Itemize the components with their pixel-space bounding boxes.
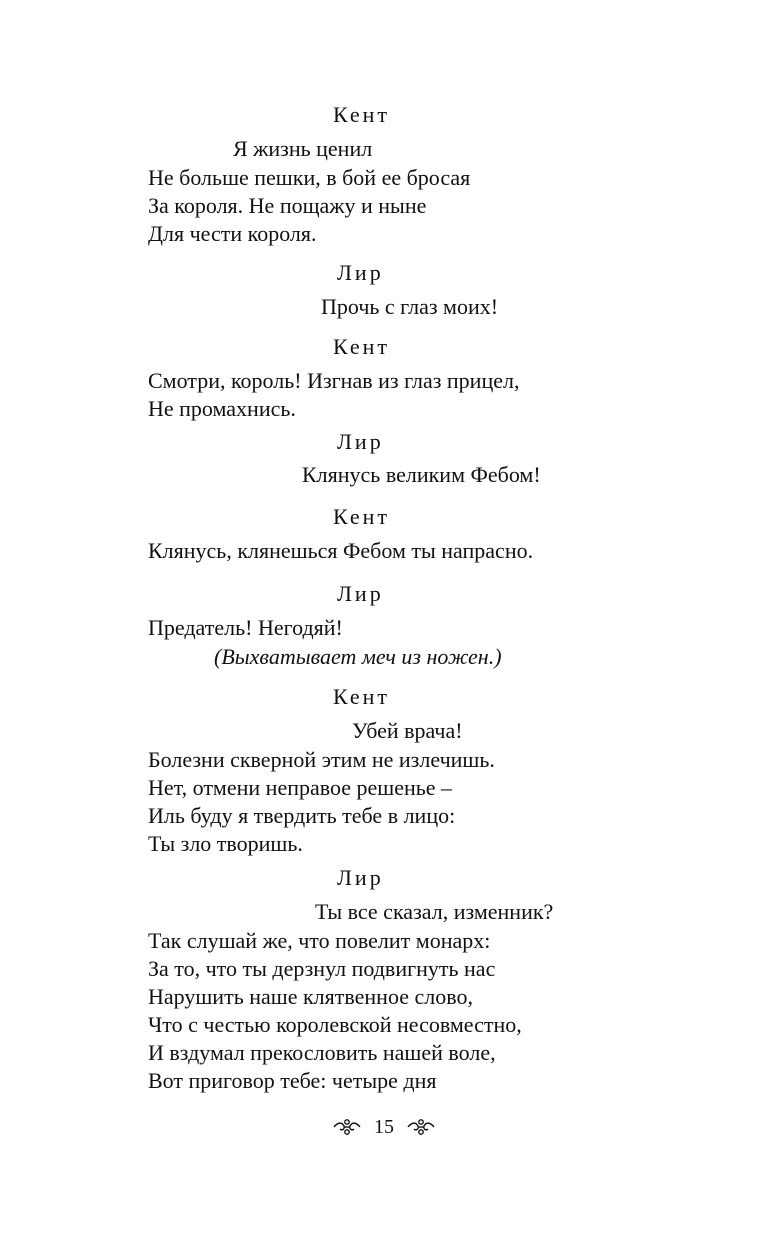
verse-line: Для чести короля. (148, 221, 317, 246)
speaker-name: Лир (337, 865, 384, 890)
speaker-name: Лир (337, 429, 384, 454)
verse-line: Смотри, король! Изгнав из глаз прицел, (148, 368, 520, 393)
verse-line: Я жизнь ценил (233, 136, 373, 161)
speaker-name: Кент (333, 102, 390, 127)
verse-line: Ты зло творишь. (148, 831, 303, 856)
speaker-name: Лир (337, 260, 384, 285)
page-number: 15 (374, 1115, 394, 1138)
verse-line: Так слушай же, что повелит монарх: (148, 928, 491, 953)
stage-direction: (Выхватывает меч из ножен.) (214, 644, 502, 669)
verse-line: Нарушить наше клятвенное слово, (148, 984, 473, 1009)
speaker-name: Кент (333, 334, 390, 359)
speaker-name: Кент (333, 504, 390, 529)
fleuron-right-icon (406, 1116, 436, 1138)
fleuron-left-icon (332, 1116, 362, 1138)
verse-line: Нет, отмени неправое решенье – (148, 775, 453, 800)
verse-line: За короля. Не пощажу и ныне (148, 193, 427, 218)
verse-line: Предатель! Негодяй! (148, 615, 343, 640)
verse-line: Прочь с глаз моих! (321, 294, 499, 319)
speaker-name: Кент (333, 684, 390, 709)
verse-line: Клянусь, клянешься Фебом ты напрасно. (148, 538, 534, 563)
verse-line: Вот приговор тебе: четыре дня (148, 1068, 437, 1093)
verse-line: За то, что ты дерзнул подвигнуть нас (148, 956, 496, 981)
verse-line: Болезни скверной этим не излечишь. (148, 747, 495, 772)
speaker-name: Лир (337, 581, 384, 606)
verse-line: Иль буду я твердить тебе в лицо: (148, 803, 456, 828)
verse-line: Не больше пешки, в бой ее бросая (148, 165, 471, 190)
verse-line: Что с честью королевской несовместно, (148, 1012, 522, 1037)
verse-line: Не промахнись. (148, 396, 296, 421)
verse-line: Клянусь великим Фебом! (302, 462, 541, 487)
verse-line: И вздумал прекословить нашей воле, (148, 1040, 496, 1065)
verse-line: Ты все сказал, изменник? (315, 899, 554, 924)
verse-line: Убей врача! (352, 718, 463, 743)
page-footer (0, 1112, 768, 1142)
